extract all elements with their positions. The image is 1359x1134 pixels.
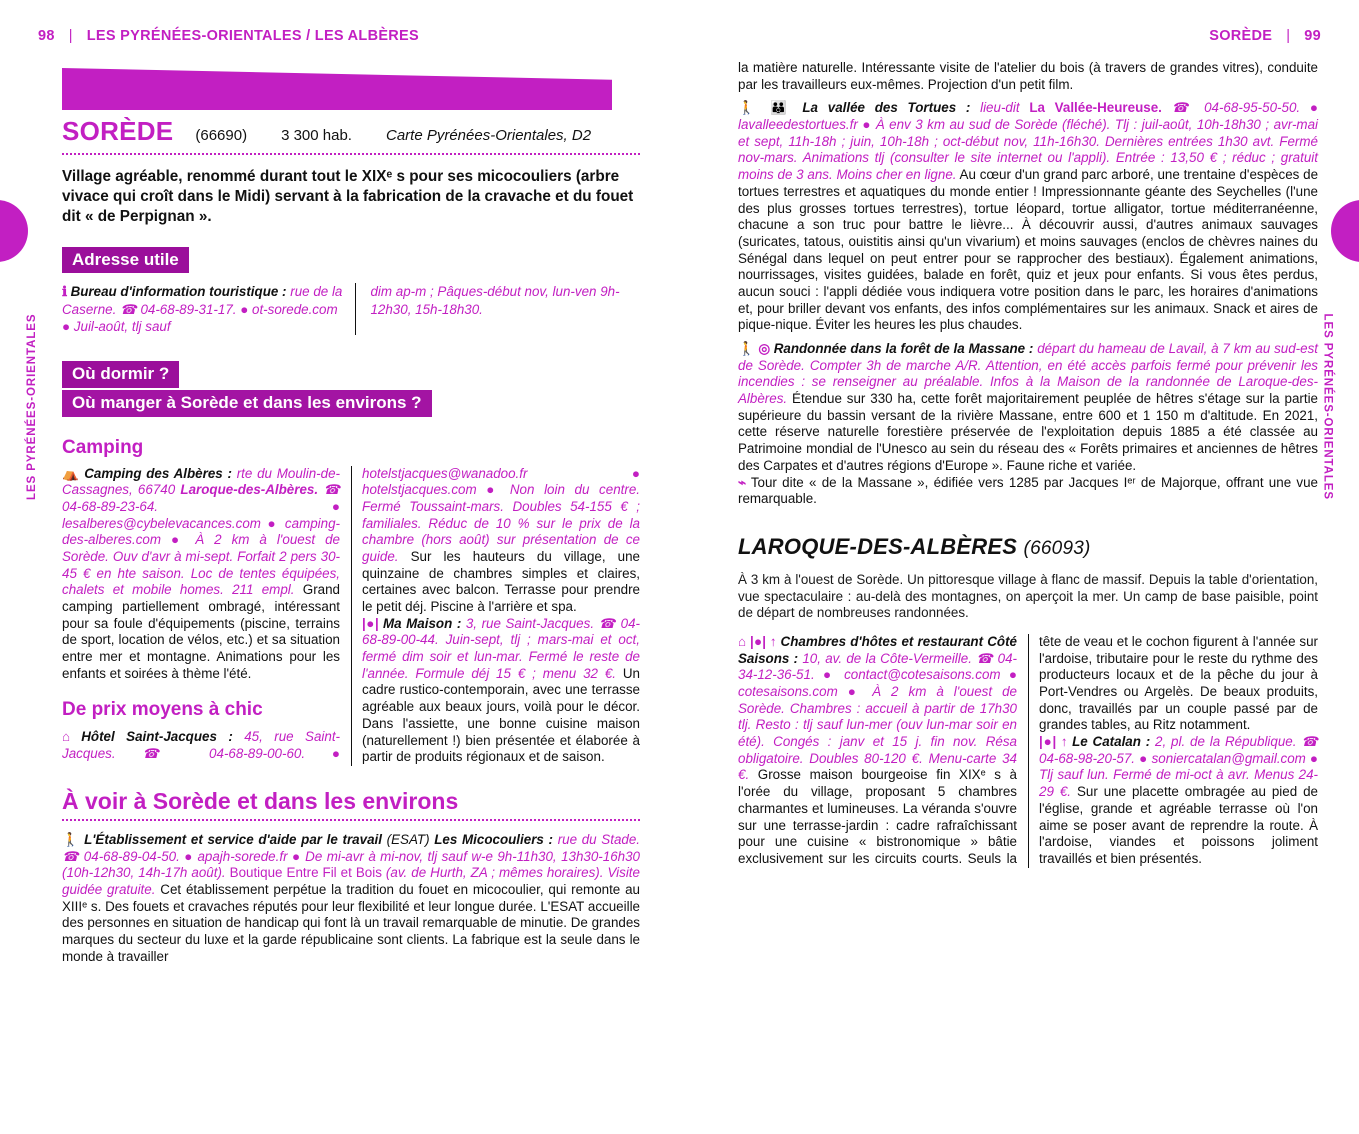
esat-description: Cet établissement perpétue la tradition du fouet en micocoulier, qui remonte au XIIIᵉ s. Des fouets et cravaches réputés pour leur flexibilité et leur longue durée. L'ESAT accueille des personnes en situation de handicap qui font là un travail remarquable de minutie. De grandes marques du secteur du luxe et la garde républicaine sont clients. La fabrique est la seule dans le monde à travailler: [62, 881, 640, 964]
section-heading-ou-dormir: Où dormir ?: [62, 361, 179, 388]
esat-boutique-name: Boutique Entre Fil et Bois: [229, 865, 382, 881]
section-heading-adresse-utile: Adresse utile: [62, 247, 189, 274]
divider-dotted: [62, 153, 640, 155]
catalan-description: Sur une placette ombragée au pied de l'église, grande et agréable terrasse où l'on aime se poser avant de reprendre la route. À l'ardoise, viandes et poissons joliment travaillés et bien présentés.: [1039, 784, 1318, 866]
catalan-entry: [1039, 734, 1318, 868]
spacer-prix: [62, 682, 340, 694]
esat-acronym: (ESAT): [386, 831, 430, 847]
hiker-icon: 🚶: [738, 100, 761, 116]
hotel-name: Hôtel Saint-Jacques :: [81, 729, 233, 745]
running-head-right: [1209, 28, 1321, 44]
camping-contact: ● lesalberes@cybelevacances.com ● camping-des-alberes.com ● À 2 km à l'ouest de Sorède. Ouv d'avr à mi-sept. Forfait 2 pers 30-45 € en hte saison. Loc de tentes équipées, chalets et mobile homes. 211 empl.: [62, 498, 340, 598]
restaurant-details: 3, rue Saint-Jacques. ☎ 04-68-89-00-44. Juin-sept, tlj ; mars-mai et oct, fermé dim soir et lun-mar. Fermé le reste de l'année. Formule déj 15 € ; menu 32 €.: [362, 615, 641, 681]
running-head-right-title: SORÈDE: [1209, 28, 1273, 44]
massane-tower-text: Tour dite « de la Massane », édifiée vers 1285 par Jacques Iᵉʳ de Majorque, offrant une vue remarquable.: [738, 474, 1319, 507]
esat-description-continued: la matière naturelle. Intéressante visite de l'atelier du bois (à travers de grandes vitres), conduite par les travailleurs eux-mêmes. Projection d'un petit film.: [738, 60, 1318, 92]
massane-name: Randonnée dans la forêt de la Massane :: [773, 341, 1034, 356]
tortues-details: ☎ 04-68-95-50-50. ● lavalleedestortues.fr ● À env 3 km au sud de Sorède (fléché). Tlj : juil-août, 10h-18h30 ; avr-mai et sept, 11h-18h ; juin, 10h-18h ; oct-début nov, 11h-16h30. Dernières entrées 1h30 avt. Fermé nov-mars. Animations tlj (consulter le site internet ou l'appli). Entrée : 13,50 € ; réduc ; gratuit moins de 3 ans. Moins cher en ligne.: [738, 100, 1318, 183]
tree-icon: ↑: [769, 633, 777, 649]
town-map-ref: Carte Pyrénées-Orientales, D2: [385, 127, 592, 144]
info-icon: ℹ: [62, 284, 67, 300]
tree-icon: ↑: [1060, 734, 1068, 750]
tourist-office-col2: [356, 283, 640, 335]
subheading-camping: Camping: [62, 436, 144, 458]
cote-saisons-details: 10, av. de la Côte-Vermeille. ☎ 04-34-12-36-51. ● contact@cotesaisons.com ● cotesaisons.com ● À 2 km à l'ouest de Sorède. Chambres : accueil à partir de 17h30 tlj. Resto : tlj sauf lun-mer (ouv lun-mar soir en été). Congés : janv et 15 j. fin nov. Résa obligatoire. Doubles 80-120 €. Menu-carte 34 €.: [738, 650, 1017, 783]
tourist-office-entry: [62, 283, 640, 335]
tourist-office-name: Bureau d'information touristique :: [70, 284, 287, 300]
esat-boutique-details: (av. de Hurth, ZA ; mêmes horaires). Visite guidée gratuite.: [62, 865, 640, 897]
tortues-description: Au cœur d'un grand parc arboré, une trentaine d'espèces de tortues terrestres et aquatiques du monde entier ! Impressionnante géante des Seychelles (l'une des plus grosses tortues terrestres), tortue léopard, tortue alligator, tortue méditerranéenne, chacune a son truc pour battre le lièvre... À découvrir aussi, d'autres animaux sauvages (suricates, tatous, ouistitis ainsi qu'un vivarium) et moins sauvages (enclos de chèvres naines du Sénégal dans lequel on peut entrer pour se rapprocher des bestiaux). Également animations, nourrissages, visites guidées, balade en forêt, quiz et jeux pour enfants. Si vous êtes perdus, aucun souci : l'appli dédiée vous indiquera votre position dans le parc, les horaires d'animations et, pour briller devant vos enfants, des infos complémentaires sur les animaux. Snack et aires de pique-nique. Éviter les heures les plus chaudes.: [738, 167, 1319, 333]
divider-dotted-avoir: [62, 819, 640, 821]
spacer-massane: [738, 334, 1318, 341]
thumb-tab-label-left: LES PYRÉNÉES-ORIENTALES: [26, 313, 38, 500]
massane-entry: [738, 341, 1318, 475]
folio-right: 99: [1304, 28, 1321, 44]
section-heading-a-voir: À voir à Sorède et dans les environs: [62, 787, 459, 814]
camping-description: Grand camping partiellement ombragé, intéressant pour sa foule d'équipements (piscine, terrains de sport, location de vélos, etc.) et sa situation entre mer et montagne. Animations pour les enfants et soirées à thème l'été.: [62, 582, 340, 681]
massane-tower: [738, 475, 1318, 508]
castle-icon: ⌁: [738, 474, 746, 490]
town-postcode: (66690): [195, 127, 248, 144]
family-icon: 👪: [770, 100, 793, 116]
runhead-separator-left: |: [68, 28, 73, 44]
town-name: SORÈDE: [62, 116, 174, 146]
running-head-left: [38, 28, 419, 44]
camping-name: Camping des Albères :: [84, 465, 232, 481]
folio-left: 98: [38, 28, 55, 44]
thumb-tab-dot-left: [0, 200, 28, 262]
runhead-separator-right: |: [1286, 28, 1291, 44]
restaurant-name: Ma Maison :: [383, 615, 462, 631]
tortues-entry: [738, 100, 1318, 334]
town-banner: [62, 60, 640, 110]
tourist-office-details: rue de la Caserne. ☎ 04-68-89-31-17. ● ot-sorede.com ● Juil-août, tlj sauf: [62, 284, 343, 335]
subheading-prix-moyens: De prix moyens à chic: [62, 699, 263, 721]
restaurant-icon: |●|: [362, 615, 379, 631]
town-population: 3 300 hab.: [281, 127, 352, 144]
town-heading: [62, 114, 640, 147]
page-left: [62, 60, 640, 965]
page-right: [738, 60, 1318, 868]
restaurant-icon: |●|: [1039, 734, 1056, 750]
laroque-title: LAROQUE-DES-ALBÈRES: [738, 533, 1018, 559]
sleeping-eating-headings: [62, 361, 640, 418]
hotel-details: 45, rue Saint-Jacques. ☎ 04-68-89-00-60. ● hotelstjacques@wanadoo.fr ● hotelstjacques.com ● Non loin du centre. Fermé Toussaint-mars. Doubles 54-155 € ; familiales. Réduc de 10 % sur le prix de la chambre (hors août) sur présentation de ce guide.: [62, 465, 640, 761]
camping-address: rte du Moulin-de-Cassagnes, 66740: [62, 465, 340, 498]
tortues-name: La vallée des Tortues :: [802, 100, 971, 116]
cote-saisons-description: Grosse maison bourgeoise fin XIXᵉ s à l'orée du village, proposant 5 chambres charmantes et lumineuses. La véranda s'ouvre sur une terrasse-jardin : cadre rafraîchissant pour une cuisine « bistronomique » bâtie exclusivement sur les circuits courts. Seuls la tête de veau et le cochon figurent à l'année sur l'ardoise, tributaire pour le reste du rythme des producteurs locaux et de la pêche du jour à Port-Vendres ou Argelès. De beaux produits, donc, travaillés par un couple passé par de grandes tables, au Ritz notamment.: [738, 633, 1318, 866]
tent-icon: ⛺: [62, 465, 80, 481]
town-intro: Village agréable, renommé durant tout le XIXᵉ s pour ses micocouliers (arbre vivace qui croît dans le Midi) servant à la fabrication de la cravache et du fouet dit « de Perpignan ».: [62, 168, 634, 225]
camping-entry: [62, 466, 340, 683]
thumb-tab-label-right: LES PYRÉNÉES-ORIENTALES: [1321, 313, 1333, 500]
massane-description: Étendue sur 330 ha, cette forêt majoritairement peuplée de hêtres s'étage sur la partie supérieure du bassin versant de la rivière Massane, entre 600 et 1 150 m d'altitude. En 2021, cette réserve naturelle forestière préservée de l'exploitation depuis 1885 a été classée au Patrimoine mondial de l'Unesco au sein du réseau des « Forêts primaires et anciennes de hêtres des Carpates et d'autres régions d'Europe ». Faune riche et variée.: [738, 391, 1318, 473]
section-heading-ou-manger: Où manger à Sorède et dans les environs ?: [62, 390, 432, 417]
tourist-office-col1: [62, 283, 356, 335]
hiker-icon: 🚶: [62, 831, 80, 847]
banner-wedge: [62, 68, 612, 110]
esat-name: L'Établissement et service d'aide par le travail: [84, 831, 382, 847]
laroque-postcode: (66093): [1023, 537, 1091, 559]
accommodation-columns: [62, 466, 640, 766]
camping-phone: ☎ 04-68-89-23-64.: [62, 482, 340, 514]
laroque-listings-columns: [738, 634, 1318, 868]
esat-name2: Les Micocouliers :: [434, 831, 553, 847]
thumb-tab-dot-right: [1331, 200, 1359, 262]
tourist-office-hours: dim ap-m ; Pâques-début nov, lun-ven 9h-12h30, 15h-18h30.: [370, 284, 620, 317]
esat-continued: [738, 60, 1318, 93]
compass-icon: ◎: [758, 341, 770, 356]
hotel-icon: ⌂: [738, 633, 746, 649]
catalan-details: 2, pl. de la République. ☎ 04-68-98-20-57. ● soniercatalan@gmail.com ● Tlj sauf lun. Fermé de mi-oct à avr. Menus 24-29 €.: [1039, 734, 1318, 800]
hiker-icon: 🚶: [738, 341, 755, 356]
laroque-intro: À 3 km à l'ouest de Sorède. Un pittoresque village à flanc de massif. Depuis la table d'orientation, vue spectaculaire : au-delà des montagnes, on aperçoit la mer. Un camp de base paisible, point de départ de nombreuses randonnées.: [738, 571, 1318, 621]
massane-details: départ du hameau de Lavail, à 7 km au sud-est de Sorède. Compter 3h de marche A/R. Attention, en été accès parfois fermé pour prévenir les incendies : se renseigner au préalable. Infos à la Maison de la randonnée de Laroque-des-Albères.: [738, 341, 1318, 407]
tortues-place: La Vallée-Heureuse.: [1029, 100, 1162, 116]
restaurant-icon: |●|: [750, 633, 766, 649]
running-head-left-title: LES PYRÉNÉES-ORIENTALES / LES ALBÈRES: [86, 28, 419, 44]
hotel-description: Sur les hauteurs du village, une quinzaine de chambres simples et claires, certaines avec balcon. Terrasse pour prendre le petit déj. Piscine à l'arrière et spa.: [362, 548, 640, 615]
hotel-icon: ⌂: [62, 729, 70, 745]
catalan-name: Le Catalan :: [1072, 734, 1151, 750]
tortues-lieu-dit: lieu-dit: [980, 100, 1020, 116]
restaurant-entry: [362, 616, 640, 766]
laroque-heading: [738, 534, 1318, 560]
restaurant-description: Un cadre rustico-contemporain, avec une terrasse agréable aux beaux jours, voilà pour le décor. Dans l'assiette, une bonne cuisine maison (naturellement !) bien présentée et élaborée à partir de produits régionaux et de saison.: [362, 665, 640, 765]
esat-entry: [62, 832, 640, 966]
camping-place: Laroque-des-Albères.: [180, 482, 319, 498]
spacer-laroque-entries: [738, 622, 1318, 634]
esat-details: rue du Stade. ☎ 04-68-89-04-50. ● apajh-sorede.fr ● De mi-avr à mi-nov, tlj sauf w-e 9h-11h30, 13h30-16h30 (10h-12h30, 14h-17h août).: [62, 831, 641, 881]
cote-saisons-name: Chambres d'hôtes et restaurant Côté Saisons :: [738, 633, 1017, 666]
